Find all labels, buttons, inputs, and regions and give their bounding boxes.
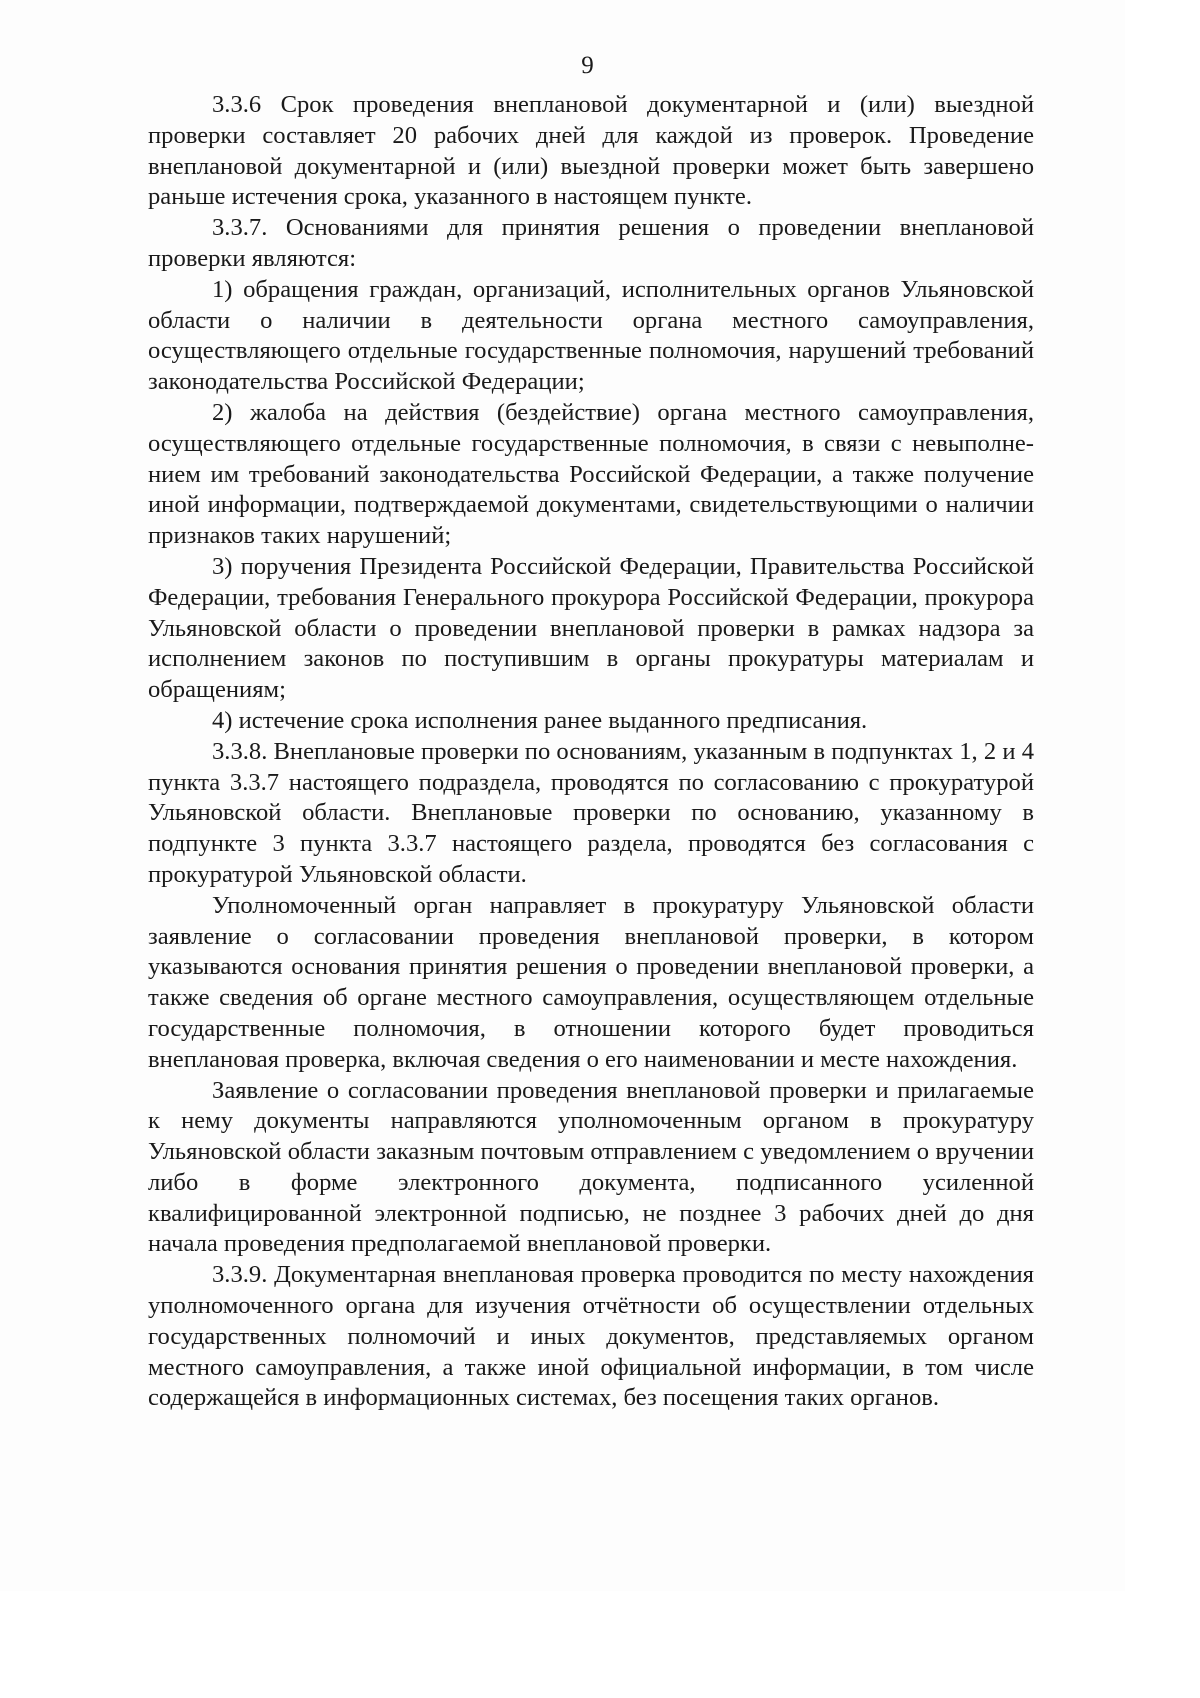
paragraph-3-3-9: 3.3.9. Документарная внеплановая проверка проводится по месту нахождения уполномоченного органа для изучения отчётности об осуществлении отдельных государственных полномочий и иных документов, представляемых органом местного самоуправления, а также иной официальной информации, в том числе содержащейся в информационных системах, без посещения таких органов. — [148, 1261, 1034, 1412]
paragraph-3-3-8: 3.3.8. Внеплановые проверки по основаниям, указанным в подпунктах 1, 2 и 4 пункта 3.3.7 настоящего подраздела, проводятся по согласованию с прокуратурой Ульяновской области. Внеплановые проверки по основанию, указанному в подпункте 3 пункта 3.3.7 настоящего раздела, проводятся без согласования с прокуратурой Ульяновской области. — [148, 737, 1034, 888]
paragraph-3-3-7: 3.3.7. Основаниями для принятия решения о проведении внеплановой проверки являются: — [148, 214, 1034, 272]
list-item-1: 1) обращения граждан, организаций, исполнительных органов Ульяновской области о наличии в деятельности органа местного самоуправления, осуществляющего отдельные государственные полномочия, нарушений требований законодательства Российской Федерации; — [148, 275, 1034, 396]
list-item-2: 2) жалоба на действия (бездействие) органа местного самоуправления, осуществляющего отдельные государственные полномочия, в связи с невыполнением им требований законодательства Российской Федерации, а также получение иной информации, подтверждаемой документами, свидетельствующими о наличии признаков таких нарушений; — [148, 398, 1034, 550]
list-item-3: 3) поручения Президента Российской Федерации, Правительства Российской Федерации, требования Генерального прокурора Российской Федерации, прокурора Ульяновской области о проведении внеплановой проверки в рамках надзора за исполнением законов по поступившим в органы прокуратуры материалам и обращениям; — [148, 552, 1034, 704]
paragraph-application: Заявление о согласовании проведения внеплановой проверки и прилагаемые к нему документы направляются уполномоченным органом в прокуратуру Ульяновской области заказным почтовым отправлением с уведомлением о вручении либо в форме электронного документа, подписанного усиленной квалифицированной электронной подписью, не позднее 3 рабочих дней до дня начала проведения предполагаемой внеплановой проверки. — [148, 1076, 1034, 1258]
paragraph-authorized-body: Уполномоченный орган направляет в прокуратуру Ульяновской области заявление о согласовании проведения внеплановой проверки, в котором указываются основания принятия решения о проведении внеплановой проверки, а также сведения об органе местного самоуправления, осуществляющем отдельные государственные полномочия, в отношении которого будет проводиться внеплановая проверка, включая сведения о его наименовании и месте нахождения. — [148, 891, 1034, 1073]
list-item-4: 4) истечение срока исполнения ранее выданного предписания. — [212, 706, 868, 734]
page-number: 9 — [581, 52, 594, 79]
paragraph-3-3-6: 3.3.6 Срок проведения внеплановой документарной и (или) выездной проверки составляет 20 рабочих дней для каждой из проверок. Проведение внеплановой документарной и (или) выездной проверки может быть завершено раньше истечения срока, указанного в настоящем пункте. — [148, 91, 1034, 211]
document-body — [148, 90, 1034, 1414]
